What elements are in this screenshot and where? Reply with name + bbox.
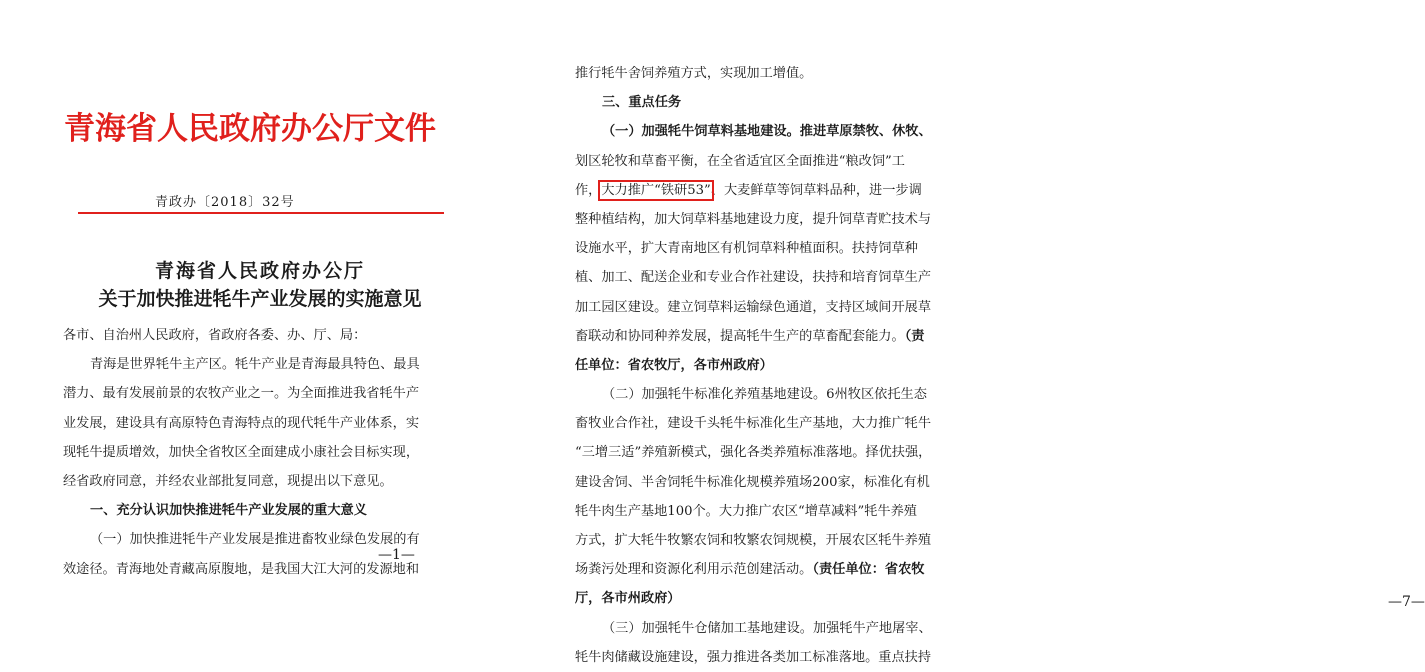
text-line: 整种植结构，加大饲草料基地建设力度，提升饲草青贮技术与 — [575, 211, 932, 227]
text-line: 经省政府同意，并经农业部批复同意，现提出以下意见。 — [63, 473, 393, 489]
red-divider-line — [78, 212, 444, 214]
text-line: 方式，扩大牦牛牧繁农饲和牧繁农饲规模，开展农区牦牛养殖 — [575, 533, 932, 548]
text-line: 设施水平，扩大青南地区有机饲草料种植面积。扶持饲草种 — [575, 241, 918, 257]
subsection-heading: （三）加强牦牛仓储加工基地建设。加强牦牛产地屠宰、 — [602, 620, 932, 636]
salutation: 各市、自治州人民政府，省政府各委、办、厅、局： — [63, 328, 367, 343]
document-header: 青海省人民政府办公厅文件 — [64, 111, 436, 147]
text-line: 划区轮牧和草畜平衡，在全省适宜区全面推进“粮改饲”工 — [575, 153, 905, 169]
left-page — [0, 0, 500, 667]
text-line: 场粪污处理和资源化利用示范创建活动。（责任单位：省农牧 — [575, 562, 925, 578]
highlighted-text-box: 大力推广“铁研53” — [601, 182, 711, 198]
text-line: 畜联动和协同种养发展，提高牦牛生产的草畜配套能力。（责 — [575, 328, 925, 344]
page-number: —7— — [1388, 594, 1425, 610]
right-body-text — [575, 59, 945, 672]
text-line: “三增三适”养殖新模式，强化各类养殖标准落地。择优扶强， — [575, 445, 932, 461]
document-title-line-1: 青海省人民政府办公厅 — [154, 260, 365, 282]
text-line: 牦牛肉生产基地100个。大力推广农区“增草减料”牦牛养殖 — [575, 503, 917, 519]
responsible-unit: 厅，各市州政府） — [575, 591, 681, 607]
subsection-heading: （二）加强牦牛标准化养殖基地建设。6州牧区依托生态 — [602, 387, 927, 403]
document-title-line-2: 关于加快推进牦牛产业发展的实施意见 — [98, 288, 422, 310]
section-heading: 一、充分认识加快推进牦牛产业发展的重大意义 — [90, 503, 367, 519]
page-number: —1— — [378, 547, 415, 563]
left-body-text — [63, 321, 450, 584]
responsible-unit: 任单位：省农牧厅，各市州政府） — [575, 357, 773, 373]
text-line: 推行牦牛舍饲养殖方式，实现加工增值。 — [575, 66, 813, 81]
text-line: 现牦牛提质增效，加快全省牧区全面建成小康社会目标实现， — [63, 444, 420, 460]
text-line: 畜牧业合作社，建设千头牦牛标准化生产基地，大力推广牦牛 — [575, 416, 932, 432]
text-line: 植、加工、配送企业和专业合作社建设，扶持和培育饲草生产 — [575, 270, 932, 286]
text-line: 潜力、最有发展前景的农牧产业之一。为全面推进我省牦牛产 — [63, 386, 420, 402]
text-line: （一）加快推进牦牛产业发展是推进畜牧业绿色发展的有 — [90, 532, 420, 548]
text-line: 加工园区建设。建立饲草料运输绿色通道，支持区域间开展草 — [575, 299, 932, 315]
text-line: 牦牛肉储藏设施建设，强力推进各类加工标准落地。重点扶持 — [575, 649, 932, 665]
text-line: 效途径。青海地处青藏高原腹地，是我国大江大河的发源地和 — [63, 561, 420, 577]
subsection-heading: （一）加强牦牛饲草料基地建设。推进草原禁牧、休牧、 — [602, 124, 932, 140]
section-heading: 三、重点任务 — [602, 95, 682, 111]
text-line: 建设舍饲、半舍饲牦牛标准化规模养殖场200家，标准化有机 — [575, 474, 930, 490]
text-line: 业发展，建设具有高原特色青海特点的现代牦牛产业体系，实 — [63, 415, 420, 431]
text-line: 作，大力推广“铁研53”、大麦鲜草等饲草料品种，进一步调 — [575, 182, 922, 198]
document-number: 青政办〔2018〕32号 — [155, 195, 295, 210]
text-line: 青海是世界牦牛主产区。牦牛产业是青海最具特色、最具 — [90, 357, 420, 373]
